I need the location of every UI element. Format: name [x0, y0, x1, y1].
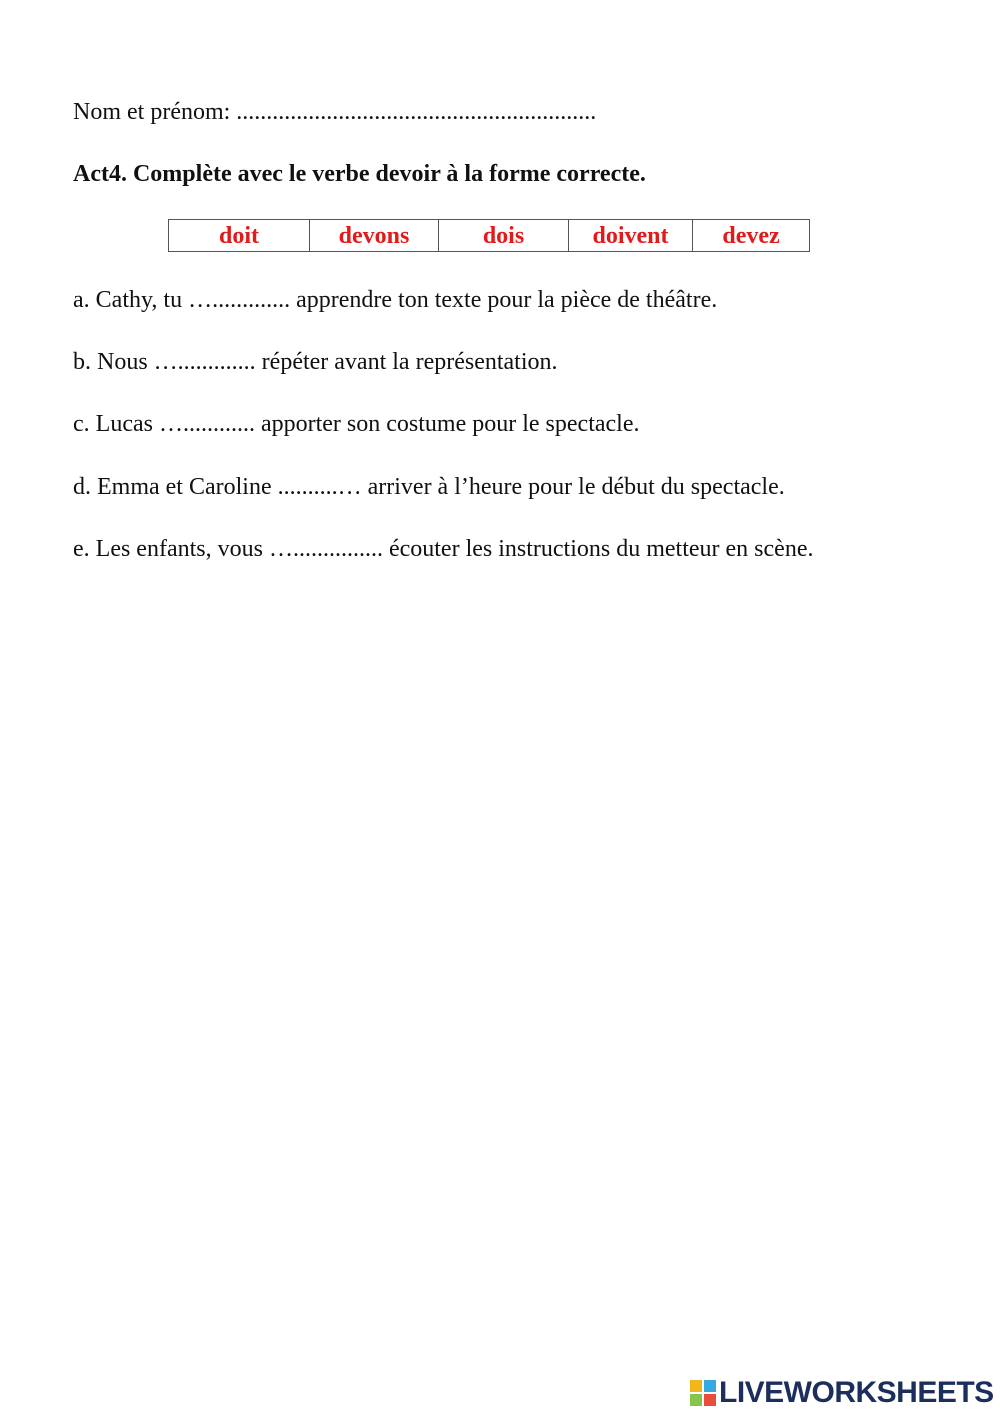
question-b: b. Nous …............. répéter avant la représentation. [73, 349, 558, 375]
word-bank-row [169, 220, 810, 252]
liveworksheets-logo [690, 1376, 994, 1410]
liveworksheets-logo-icon [690, 1380, 716, 1406]
word-bank-item: devons [310, 220, 439, 252]
liveworksheets-brand-text: LIVEWORKSHEETS [719, 1376, 994, 1409]
word-bank-item: doit [169, 220, 310, 252]
word-bank-item: doivent [569, 220, 693, 252]
question-c: c. Lucas …............ apporter son costume pour le spectacle. [73, 411, 640, 437]
question-e: e. Les enfants, vous …............... écouter les instructions du metteur en scène. [73, 536, 814, 562]
activity-instruction: Act4. Complète avec le verbe devoir à la forme correcte. [73, 161, 646, 187]
word-bank-item: dois [439, 220, 569, 252]
name-line: Nom et prénom: ............................................................ [73, 99, 597, 125]
word-bank-item: devez [693, 220, 810, 252]
question-a: a. Cathy, tu …............. apprendre ton texte pour la pièce de théâtre. [73, 287, 718, 313]
question-d: d. Emma et Caroline ..........… arriver à l’heure pour le début du spectacle. [73, 474, 785, 500]
word-bank-table [168, 219, 810, 252]
